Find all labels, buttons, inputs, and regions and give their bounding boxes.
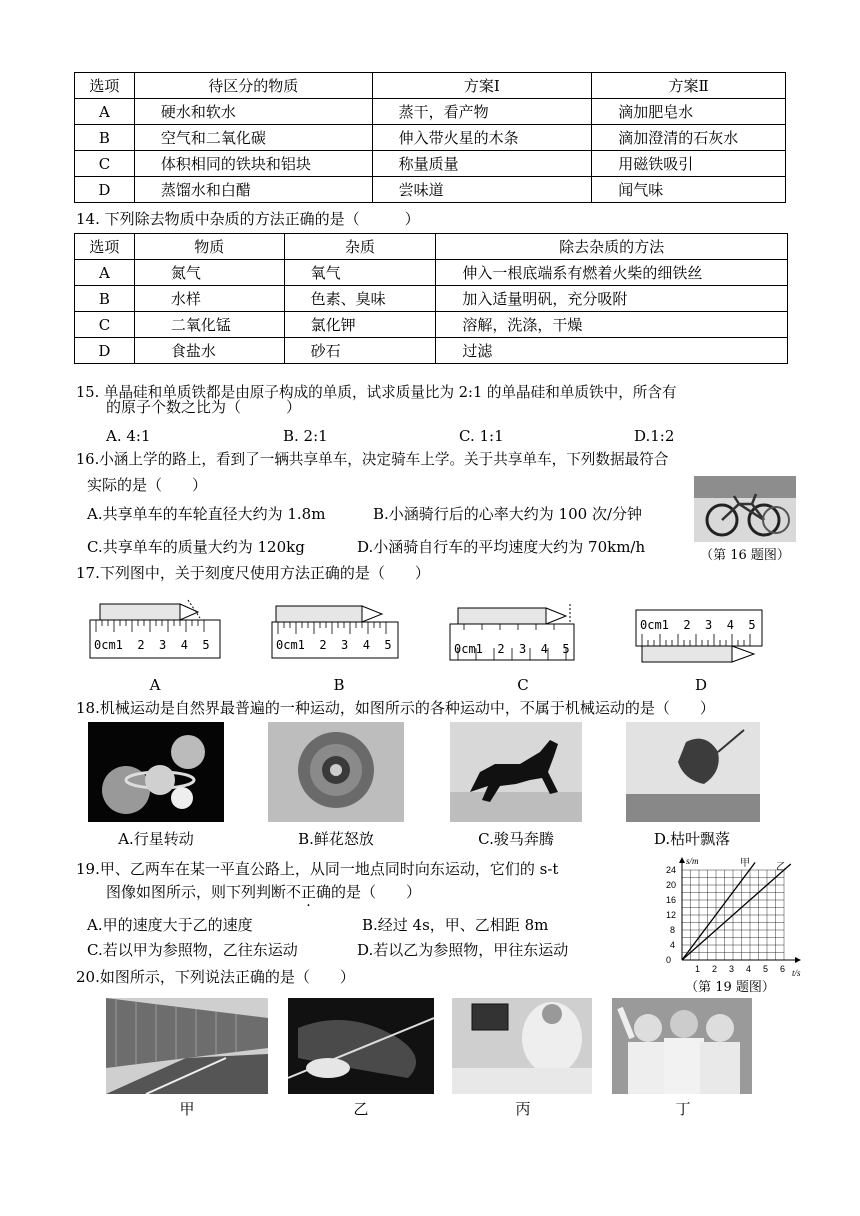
table-row [75, 338, 788, 364]
table-remove-impurities [74, 233, 788, 364]
question-19-figure-caption: （第 19 题图） [685, 980, 775, 995]
question-16-option-d: D.小涵骑自行车的平均速度大约为 70km/h [357, 538, 646, 556]
x-axis-label: t/s [792, 968, 801, 978]
table-cell: 滴加澄清的石灰水 [592, 125, 786, 151]
table-row [75, 99, 786, 125]
st-graph [660, 852, 810, 982]
table-header: 选项 [75, 234, 135, 260]
bicycle-photo [694, 476, 796, 542]
question-16-option-c: C.共享单车的质量大约为 120kg [87, 538, 305, 556]
series-yi-line [682, 864, 791, 960]
ruler-figure-b [270, 602, 400, 660]
y-tick-label: 8 [670, 925, 676, 935]
sound-barrier-road-photo [106, 998, 268, 1094]
question-19-option-b: B.经过 4s，甲、乙相距 8m [362, 916, 549, 934]
table-cell: D [75, 338, 135, 364]
table-cell: D [75, 177, 135, 203]
question-19-option-d: D.若以乙为参照物，甲往东运动 [357, 941, 569, 959]
table-cell: A [75, 99, 135, 125]
table-cell: 尝味道 [372, 177, 592, 203]
question-16-line1: 16.小涵上学的路上，看到了一辆共享单车，决定骑车上学。关于共享单车，下列数据最符合 [76, 451, 669, 468]
x-tick-label: 4 [746, 964, 752, 974]
y-tick-label: 12 [666, 910, 677, 920]
question-19-option-c: C.若以甲为参照物，乙往东运动 [87, 941, 298, 959]
table-cell: 二氧化锰 [134, 312, 284, 338]
y-tick-label: 0 [666, 955, 672, 965]
planets-photo [88, 722, 224, 822]
question-19-option-a: A.甲的速度大于乙的速度 [87, 916, 253, 934]
ruler-label-a: A [149, 676, 161, 694]
series-jia-line [682, 863, 755, 961]
series-yi-label: 乙 [776, 862, 786, 873]
question-15-option-b: B. 2:1 [283, 427, 328, 445]
ultrasound-exam-photo [452, 998, 592, 1094]
x-tick-label: 3 [729, 964, 735, 974]
table-cell: 氧气 [284, 260, 436, 286]
question-18-caption-c: C.骏马奔腾 [478, 830, 554, 848]
table-identify-substances [74, 72, 786, 203]
x-tick-label: 1 [695, 964, 701, 974]
y-tick-label: 20 [666, 880, 677, 890]
question-15-option-c: C. 1:1 [459, 427, 504, 445]
table-row [75, 151, 786, 177]
question-20-stem: 20.如图所示，下列说法正确的是（ ） [76, 968, 355, 986]
table-cell: C [75, 312, 135, 338]
x-tick-label: 6 [780, 964, 786, 974]
table-header: 杂质 [284, 234, 436, 260]
ruler-figure-d [634, 608, 764, 668]
table-row [75, 286, 788, 312]
table-cell: 用磁铁吸引 [592, 151, 786, 177]
question-16-line2: 实际的是（ ） [87, 476, 208, 494]
series-jia-label: 甲 [740, 858, 750, 869]
table-header: 物质 [134, 234, 284, 260]
table-cell: 滴加肥皂水 [592, 99, 786, 125]
ruler-scale-text: 0cm1 2 3 4 5 [276, 638, 392, 652]
table-cell: B [75, 286, 135, 312]
table-header: 待区分的物质 [134, 73, 372, 99]
table-header: 方案Ⅱ [592, 73, 786, 99]
question-20-caption-yi: 乙 [353, 1100, 369, 1118]
table-row [75, 312, 788, 338]
question-18-stem: 18.机械运动是自然界最普遍的一种运动，如图所示的各种运动中，不属于机械运动的是（ ） [76, 699, 715, 717]
emphasis-text: 不正确 [286, 883, 332, 901]
ruler-scale-text: 0cm1 2 3 4 5 [454, 642, 570, 656]
question-14-stem: 14. 下列除去物质中杂质的方法正确的是（ ） [76, 210, 420, 228]
table-cell: 伸入一根底端系有燃着火柴的细铁丝 [436, 260, 788, 286]
table-header: 方案Ⅰ [372, 73, 592, 99]
question-18-caption-a: A.行星转动 [118, 830, 194, 848]
x-tick-label: 2 [712, 964, 718, 974]
table-cell: 氮气 [134, 260, 284, 286]
st-graph-svg [660, 852, 810, 982]
flower-photo [268, 722, 404, 822]
table-cell: 硬水和软水 [134, 99, 372, 125]
ruler-figure-c [448, 604, 578, 662]
question-19-line2-start: 图像如图所示，则下列判断 [106, 883, 287, 901]
horse-photo [450, 722, 582, 822]
falling-leaf-photo [626, 722, 760, 822]
table-cell: 蒸馏水和白醋 [134, 177, 372, 203]
table-cell: 称量质量 [372, 151, 592, 177]
table-cell: 伸入带火星的木条 [372, 125, 592, 151]
question-20-caption-ding: 丁 [675, 1100, 691, 1118]
question-16-option-a: A.共享单车的车轮直径大约为 1.8m [87, 505, 326, 523]
table-header: 除去杂质的方法 [436, 234, 788, 260]
table-row [75, 125, 786, 151]
question-19-line1: 19.甲、乙两车在某一平直公路上，从同一地点同时向东运动，它们的 s-t [76, 860, 559, 878]
table-cell: 加入适量明矾，充分吸附 [436, 286, 788, 312]
question-20-caption-jia: 甲 [179, 1100, 195, 1118]
question-19-line2 [106, 881, 421, 903]
ruler-figure-a [88, 598, 222, 660]
y-axis-label: s/m [686, 856, 699, 866]
table-cell: 色素、臭味 [284, 286, 436, 312]
table-cell: A [75, 260, 135, 286]
table-cell: 水样 [134, 286, 284, 312]
table-cell: 氯化钾 [284, 312, 436, 338]
table-cell: C [75, 151, 135, 177]
violin-photo [288, 998, 434, 1094]
question-15-line2: 的原子个数之比为（ ） [106, 398, 302, 416]
table-cell: 空气和二氧化碳 [134, 125, 372, 151]
question-19-line2-end: 的是（ ） [331, 883, 422, 901]
table-header-row [75, 73, 786, 99]
table-header-row [75, 234, 788, 260]
y-tick-label: 16 [666, 895, 677, 905]
question-15-line1: 15. 单晶硅和单质铁都是由原子构成的单质，试求质量比为 2:1 的单晶硅和单质铁中，所含有 [76, 384, 677, 401]
ruler-label-d: D [694, 676, 708, 694]
table-cell: B [75, 125, 135, 151]
table-cell: 蒸干，看产物 [372, 99, 592, 125]
question-20-caption-bing: 丙 [515, 1100, 531, 1118]
question-18-caption-d: D.枯叶飘落 [653, 830, 731, 848]
table-cell: 溶解，洗涤，干燥 [436, 312, 788, 338]
ruler-scale-text: 0cm1 2 3 4 5 [640, 618, 756, 632]
astronauts-photo [612, 998, 752, 1094]
question-15-option-d: D.1:2 [634, 427, 675, 445]
table-cell: 食盐水 [134, 338, 284, 364]
ruler-scale-text: 0cm1 2 3 4 5 [94, 638, 210, 652]
table-row [75, 177, 786, 203]
table-cell: 过滤 [436, 338, 788, 364]
y-tick-label: 4 [670, 940, 676, 950]
y-tick-label: 24 [666, 865, 677, 875]
ruler-label-b: B [333, 676, 345, 694]
table-cell: 闻气味 [592, 177, 786, 203]
question-18-caption-b: B.鲜花怒放 [298, 830, 374, 848]
table-row [75, 260, 788, 286]
question-15-option-a: A. 4:1 [106, 427, 151, 445]
question-17-stem: 17.下列图中，关于刻度尺使用方法正确的是（ ） [76, 564, 430, 582]
table-cell: 体积相同的铁块和铝块 [134, 151, 372, 177]
table-cell: 砂石 [284, 338, 436, 364]
question-16-option-b: B.小涵骑行后的心率大约为 100 次/分钟 [373, 505, 643, 523]
question-16-figure-caption: （第 16 题图） [700, 548, 790, 563]
ruler-label-c: C [517, 676, 529, 694]
table-header: 选项 [75, 73, 135, 99]
x-tick-label: 5 [763, 964, 769, 974]
